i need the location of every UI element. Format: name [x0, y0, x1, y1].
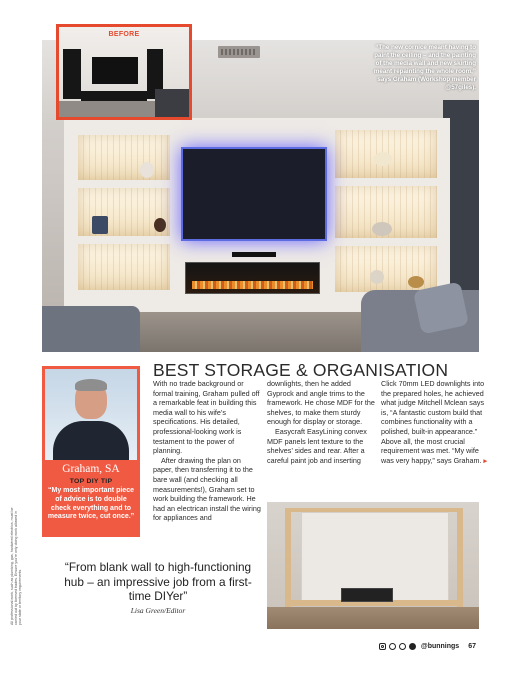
construction-photo: [267, 502, 479, 629]
globe: [370, 270, 384, 284]
paragraph: Easycraft EasyLining convex MDF panels lent texture to the shelves’ sides and rear. After a careful paint job and inserting: [267, 426, 367, 465]
timber-frame: [285, 508, 291, 608]
legal-side-note: All professional work, such as plumbing, gas, hardwired electrics, must be carried out by licensed trades. Ensure you're only doing work allowed in your state or territory requirements.: [10, 507, 23, 625]
timber-frame: [457, 508, 463, 608]
before-photo: [56, 24, 192, 120]
sculpture: [154, 218, 166, 232]
section-headline: BEST STORAGE & ORGANISATION: [153, 360, 449, 380]
electric-fireplace: [185, 262, 320, 294]
media-console: [341, 588, 393, 602]
tip-title: TOP DIY TIP: [69, 478, 113, 485]
graham-portrait: [45, 369, 137, 460]
page-number: 67: [468, 643, 476, 650]
pinterest-icon: [389, 643, 396, 650]
instagram-icon: [379, 643, 386, 650]
tip-text: “My most important piece of advice is to double check everything and to measure twice, cut once.”: [47, 487, 135, 521]
text-column-2: [267, 379, 376, 465]
text-column-1: [153, 379, 262, 523]
floor: [267, 607, 479, 629]
tiktok-icon: [399, 643, 406, 650]
pull-quote: “From blank wall to high-functioning hub – an impressive job from a first-time DIYer”: [64, 560, 252, 604]
old-television: [92, 57, 138, 84]
page-footer: [379, 643, 476, 650]
air-vent: [218, 46, 260, 58]
tv-unit: [81, 91, 147, 101]
timber-frame: [285, 508, 463, 512]
cabinet: [63, 49, 81, 99]
ornament: [408, 276, 424, 288]
facebook-icon: [409, 643, 416, 650]
photo-caption: “The new cornice meant having to paint the ceiling – and the painting of the media wall and new skirting meant repainting the whole room,” says Graham (Workshop member @57giles).: [373, 44, 476, 91]
top-tip-box: [42, 366, 140, 537]
shelf-niche: [78, 244, 170, 290]
vase: [140, 162, 154, 178]
soundbar: [232, 252, 276, 257]
television: [181, 147, 327, 241]
quote-attribution: Lisa Green/Editor: [130, 606, 186, 615]
figurines: [372, 222, 392, 236]
end-mark-icon: ▸: [483, 455, 488, 465]
before-label: BEFORE: [108, 31, 140, 38]
paragraph: After drawing the plan on paper, then transferring it to the bare wall (and checking all measurements!), Graham set to work building the framework. He had an electrican install the wiring for appliances and: [153, 455, 261, 523]
photo-frame: [92, 216, 108, 234]
tip-author-name: Graham, SA: [62, 463, 120, 475]
paragraph: Click 70mm LED downlights into the prepared holes, he achieved what judge Mitchell Mclean says is, “A fantastic custom build that combines functionality with a polished, built-in appearance.” Above all, the most crucial requirement was met. “My wife was very happy,” says Graham. ▸: [381, 379, 488, 465]
shelf-niche: [78, 135, 170, 180]
old-sofa: [155, 89, 189, 117]
flower-vase: [374, 152, 392, 166]
paragraph: With no trade background or formal training, Graham pulled off a remarkable feat in building this media wall to his wife’s specifications. His detailed, professional-looking work is testament to the power of planning.: [153, 379, 260, 456]
sofa-left: [42, 306, 140, 352]
social-handle: @bunnings: [420, 643, 460, 650]
paragraph: downlights, then he added Gyprock and angle trims to the framework. He chose MDF for the shelves, to make them sturdy enough for display or storage.: [267, 379, 375, 427]
text-column-3: [381, 379, 490, 465]
